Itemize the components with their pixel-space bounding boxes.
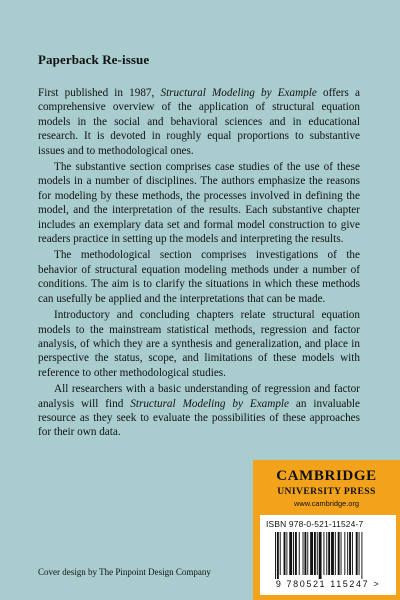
book-title-italic: Structural Modeling by Example — [130, 397, 289, 410]
isbn-panel — [260, 515, 396, 595]
cover-design-credit: Cover design by The Pinpoint Design Company — [38, 567, 211, 577]
body-text — [38, 86, 360, 442]
heading: Paperback Re-issue — [38, 52, 150, 67]
paragraph-3: The methodological section comprises investigations of the behavior of structural equation modeling methods under a number of conditions. The aim is to clarify the situations in which these methods can usefully be applied and the interpretations that can be made. — [38, 249, 360, 305]
paragraph-2: The substantive section comprises case studies of the use of these models in a number of disciplines. The authors emphasize the reasons for modeling by these methods, the processes involved in defining the model, and the interpretation of the results. Each substantive chapter includes an exemplary data set and formal model construction to give readers practice in setting up the models and interpreting the results. — [38, 161, 360, 246]
paragraph-5: All researchers with a basic understanding of regression and factor analysis will find Structural Modeling by Example an invaluable resource as they seek to evaluate the possibilities of these approaches for their own data. — [38, 383, 361, 439]
isbn-label: ISBN 978-0-521-11524-7 — [266, 519, 364, 529]
book-title-italic: Structural Modeling by Example — [160, 87, 317, 99]
publisher-subtitle: UNIVERSITY PRESS — [277, 486, 376, 497]
barcode-icon — [274, 532, 392, 579]
paragraph-4: Introductory and concluding chapters relate structural equation models to the mainstream statistical methods, regression and factor analysis, of which they are a synthesis and generalization, and place in perspective the status, scope, and limitations of these models with reference to other methodological studies. — [38, 309, 360, 379]
paragraph-1: First published in 1987, Structural Modeling by Example offers a comprehensive overview of the application of structural equation models in the social and behavioral sciences and in educational research. It is devoted in roughly equal proportions to substantive issues and to methodological ones. — [38, 87, 360, 157]
publisher-name: CAMBRIDGE — [276, 468, 377, 484]
barcode-digits: 9 780521 115247 > — [275, 579, 381, 589]
publisher-url: www.cambridge.org — [294, 499, 359, 508]
